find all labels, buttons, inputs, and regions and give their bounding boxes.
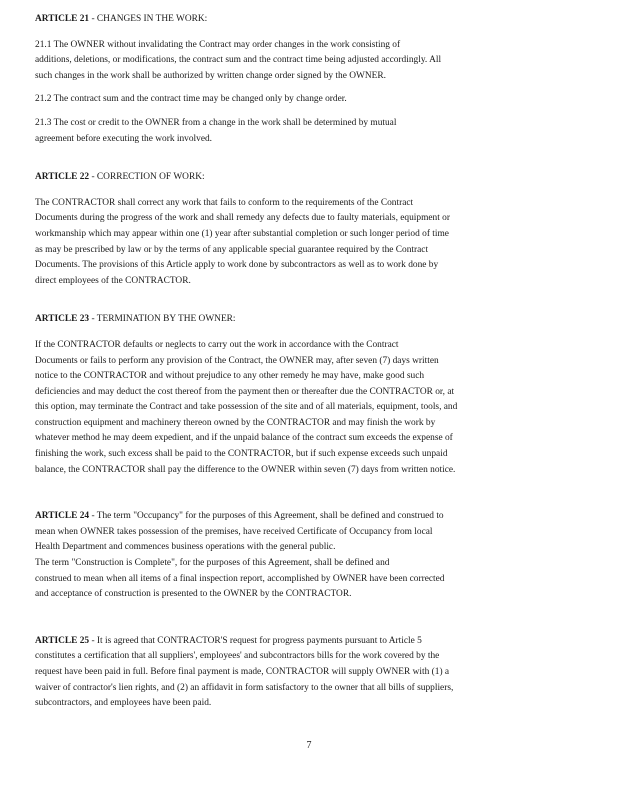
- text-line: notice to the CONTRACTOR and without prejudice to any other remedy he may have, make good such: [35, 371, 425, 382]
- article-heading: [35, 170, 595, 186]
- text-line: deficiencies and may deduct the cost thereof from the payment then or thereafter due the CONTRACTOR or, at: [35, 386, 455, 397]
- text-line: additions, deletions, or modifications, the contract sum and the contract time being adjusted accordingly. All: [35, 55, 442, 66]
- text-line: request have been paid in full. Before final payment is made, CONTRACTOR will supply OWNER with (1) a: [35, 667, 450, 677]
- text-line: Documents during the progress of the work and shall remedy any defects due to faulty materials, equipment or: [35, 213, 450, 224]
- article-heading: [35, 312, 595, 328]
- text-line: subcontractors, and employees have been paid.: [35, 698, 212, 709]
- text-line: 21.3 The cost or credit to the OWNER from a change in the work shall be determined by mutual: [35, 117, 397, 128]
- text-line: The CONTRACTOR shall correct any work that fails to conform to the requirements of the Contract: [35, 197, 414, 208]
- article-number: ARTICLE 22: [35, 172, 90, 183]
- text-line: Health Department and commences business operations with the general public.: [35, 542, 336, 553]
- text-line: whatever method he may deem expedient, and if the unpaid balance of the contract sum exceeds the expense of: [35, 433, 453, 444]
- article-title: - CORRECTION OF WORK:: [89, 172, 205, 183]
- paragraph-22: [35, 196, 595, 290]
- article-text: - It is agreed that CONTRACTOR'S request for progress payments pursuant to Article 5: [89, 635, 422, 646]
- text-line: and acceptance of construction is presented to the OWNER by the CONTRACTOR.: [35, 589, 352, 600]
- text-line: balance, the CONTRACTOR shall pay the difference to the OWNER within seven (7) days from written notice.: [35, 464, 456, 475]
- article-number: ARTICLE 25: [35, 635, 90, 646]
- paragraph-24: [35, 509, 595, 603]
- text-line: such changes in the work shall be authorized by written change order signed by the OWNER.: [35, 70, 386, 81]
- text-line: [35, 634, 595, 650]
- article-25: [35, 634, 595, 712]
- text-line: construed to mean when all items of a final inspection report, accomplished by OWNER have been corrected: [35, 573, 445, 584]
- article-24: [35, 509, 595, 603]
- paragraph-23: [35, 338, 595, 478]
- article-heading: [35, 12, 595, 28]
- article-number: ARTICLE 24: [35, 511, 90, 522]
- text-line: 21.2 The contract sum and the contract time may be changed only by change order.: [35, 94, 347, 105]
- text-line: agreement before executing the work involved.: [35, 133, 213, 144]
- text-line: waiver of contractor's lien rights, and (2) an affidavit in form satisfactory to the owner that all bills of suppliers,: [35, 682, 454, 693]
- article-text: - The term "Occupancy" for the purposes of this Agreement, shall be defined and construed to: [89, 511, 444, 522]
- article-number: ARTICLE 21: [35, 14, 90, 24]
- text-line: mean when OWNER takes possession of the premises, have received Certificate of Occupancy from local: [35, 526, 433, 537]
- article-number: ARTICLE 23: [35, 314, 90, 325]
- text-line: as may be prescribed by law or by the terms of any applicable special guarantee required by the Contract: [35, 244, 429, 255]
- text-line: If the CONTRACTOR defaults or neglects to carry out the work in accordance with the Contract: [35, 339, 399, 350]
- text-line: constitutes a certification that all suppliers', employees' and subcontractors bills for the work covered by the: [35, 651, 440, 662]
- article-22: [35, 170, 595, 289]
- text-line: 21.1 The OWNER without invalidating the Contract may order changes in the work consisting of: [35, 39, 401, 50]
- paragraph-21-3: [35, 116, 595, 147]
- paragraph-21-2: [35, 92, 595, 108]
- article-21: [35, 12, 595, 147]
- paragraph-25: [35, 634, 595, 712]
- text-line: Documents. The provisions of this Article apply to work done by subcontractors as well as to work done by: [35, 260, 439, 271]
- article-title: - CHANGES IN THE WORK:: [89, 14, 208, 24]
- text-line: workmanship which may appear within one (1) year after substantial completion or such longer period of time: [35, 228, 449, 239]
- text-line: construction equipment and machinery thereon owned by the CONTRACTOR and may finish the work by: [35, 417, 436, 428]
- text-line: [35, 509, 595, 525]
- text-line: The term "Construction is Complete", for the purposes of this Agreement, shall be defined and: [35, 558, 390, 569]
- text-line: direct employees of the CONTRACTOR.: [35, 275, 191, 286]
- paragraph-21-1: [35, 38, 595, 85]
- article-23: [35, 312, 595, 478]
- text-line: this option, may terminate the Contract and take possession of the site and of all materials, equipment, tools, and: [35, 402, 458, 413]
- text-line: finishing the work, such excess shall be paid to the CONTRACTOR, but if such expense exceeds such unpaid: [35, 449, 448, 460]
- text-line: Documents or fails to perform any provision of the Contract, the OWNER may, after seven (7) days written: [35, 355, 439, 366]
- document-page: [35, 12, 595, 712]
- page-number: 7: [306, 740, 312, 751]
- article-title: - TERMINATION BY THE OWNER:: [89, 314, 236, 325]
